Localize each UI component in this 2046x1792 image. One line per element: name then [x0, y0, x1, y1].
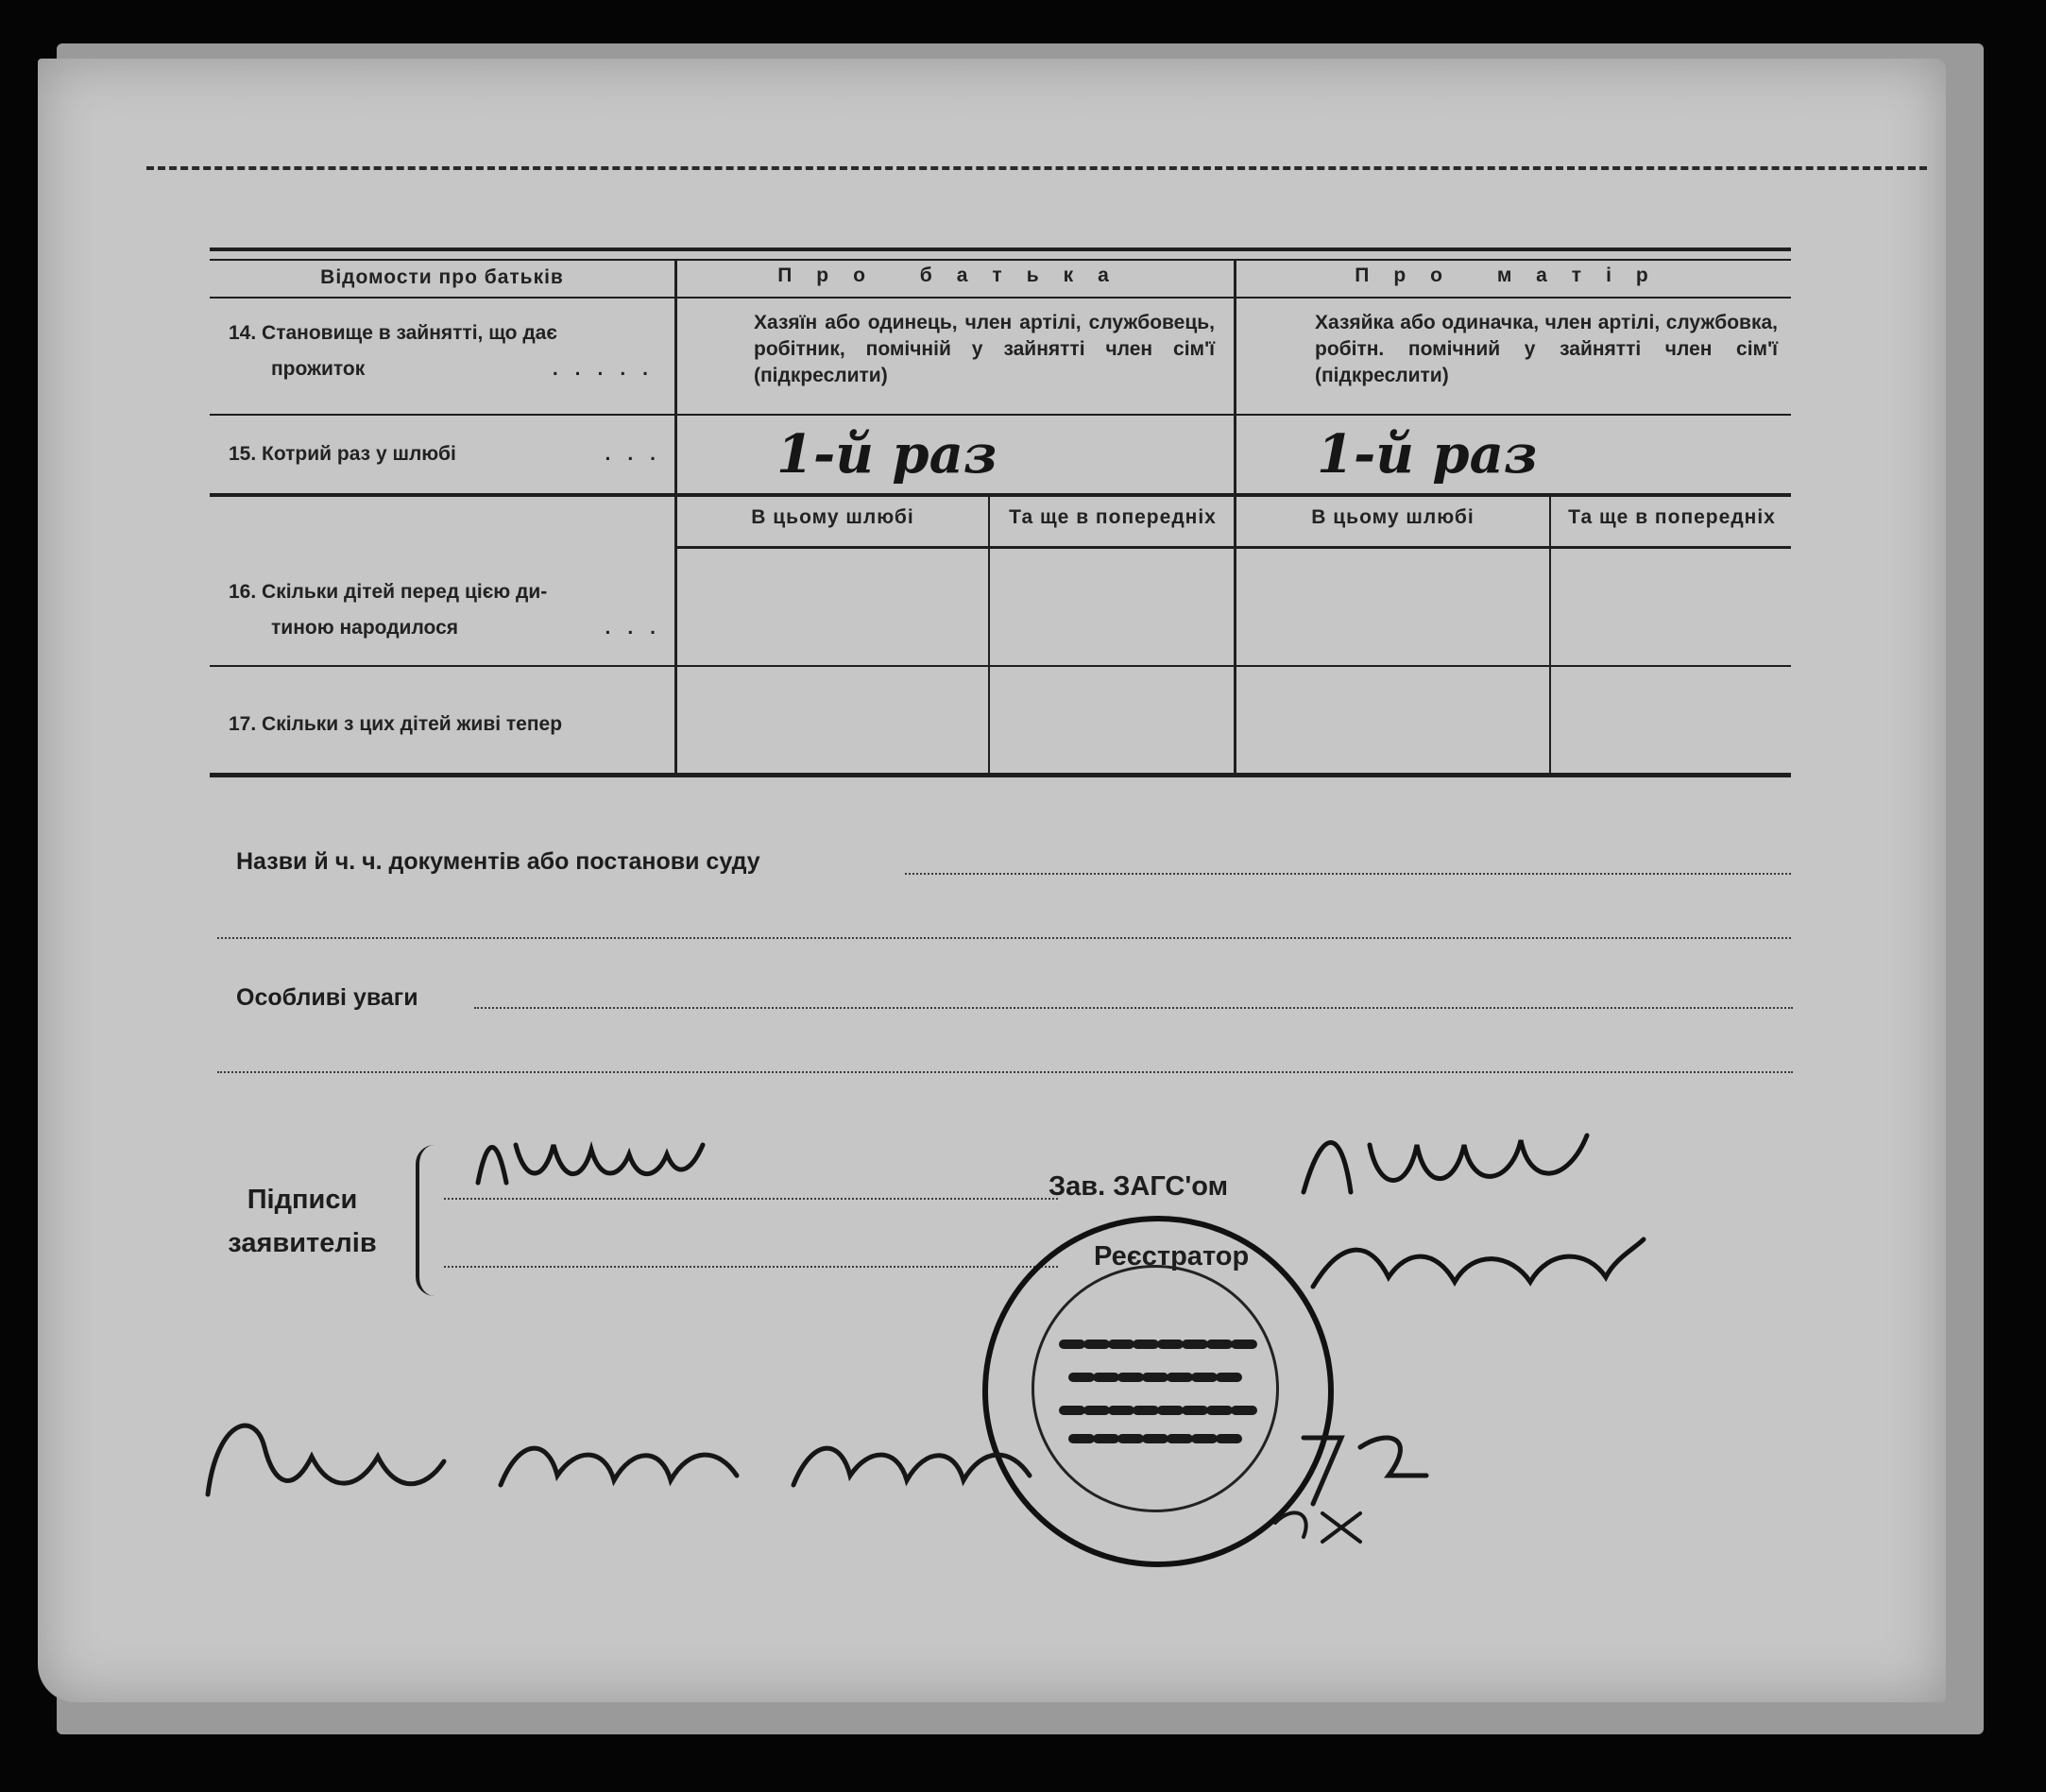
header-parents-info: Відомости про батьків	[320, 266, 564, 288]
issuance-note-handwritten	[189, 1381, 1511, 1551]
header-mother: Про матір	[1355, 265, 1673, 286]
row14-label-line2: прожиток	[271, 358, 366, 380]
row15-leader-dots: ...	[605, 443, 673, 465]
row15-label: 15. Котрий раз у шлюбі	[229, 443, 456, 465]
row15-label-wrap	[229, 436, 673, 472]
perforation-dash-line	[146, 166, 1927, 170]
row14-bottom-line	[210, 414, 1791, 416]
documents-label: Назви й ч. ч. документів або постанови суду	[236, 848, 760, 875]
documents-field-line1[interactable]	[905, 873, 1791, 875]
row15-mother-handwritten: 1-й раз	[1317, 423, 1538, 486]
applicants-label-line1: Підписи	[247, 1185, 358, 1215]
table-bottom-border	[210, 773, 1791, 777]
remarks-field-line1[interactable]	[474, 1007, 1793, 1009]
row15-father-handwritten: 1-й раз	[776, 423, 997, 486]
row16-bottom-line	[210, 665, 1791, 667]
row16-label	[229, 574, 673, 646]
row14-leader-dots: .....	[552, 358, 665, 380]
signature-brace	[416, 1145, 440, 1296]
remarks-field-line2[interactable]	[217, 1071, 1793, 1073]
row14-father-options: Хазяїн або одинець, член артілі, службовець, робітник, помічній у зайнятті член сім'ї (підкреслити)	[754, 312, 1215, 386]
parents-info-table	[210, 247, 1791, 777]
document-page	[38, 59, 1946, 1702]
row14-label-line1: 14. Становище в зайнятті, що дає	[229, 322, 557, 344]
table-top-border-inner	[210, 259, 1791, 261]
applicants-label-line2: заявителів	[228, 1228, 377, 1258]
row15-bottom-line	[210, 493, 1791, 497]
applicants-signatures-label	[222, 1178, 383, 1265]
subheader-father-this-marriage: В цьому шлюбі	[751, 506, 914, 528]
row14-label-line2-wrap	[229, 351, 665, 387]
registrar-label: Реєстратор	[1094, 1241, 1250, 1271]
subheader-father-previous: Та ще в попередніх	[1009, 506, 1217, 528]
header-bottom-line	[210, 297, 1791, 299]
documents-field-line2[interactable]	[217, 937, 1791, 939]
row16-label-line2: тиною народилося	[271, 617, 459, 639]
header-father: Про батька	[777, 265, 1134, 286]
subheader-mother-this-marriage: В цьому шлюбі	[1311, 506, 1475, 528]
official-signatures-handwritten	[1285, 1107, 1719, 1315]
table-top-border	[210, 247, 1791, 251]
row16-leader-dots: ...	[605, 617, 673, 639]
applicant-signature-line2[interactable]	[444, 1266, 1058, 1268]
row17-label: 17. Скільки з цих дітей живі тепер	[229, 713, 563, 735]
row16-label-line1: 16. Скільки дітей перед цією ди-	[229, 581, 548, 603]
col-divider-mother-sub	[1549, 497, 1551, 775]
row14-mother-options: Хазяйка або одиначка, член артілі, службовка, робітн. помічний у зайнятті член сім'ї (підкреслити)	[1315, 312, 1778, 386]
zags-head-label: Зав. ЗАГС'ом	[1049, 1171, 1229, 1202]
subheader-mother-previous: Та ще в попередніх	[1568, 506, 1776, 528]
applicant-signature-handwritten	[469, 1126, 714, 1202]
row16-label-line2-wrap	[229, 610, 673, 646]
remarks-label: Особливі уваги	[236, 984, 418, 1011]
col-divider-father-sub	[988, 497, 990, 775]
row14-label	[229, 316, 665, 387]
